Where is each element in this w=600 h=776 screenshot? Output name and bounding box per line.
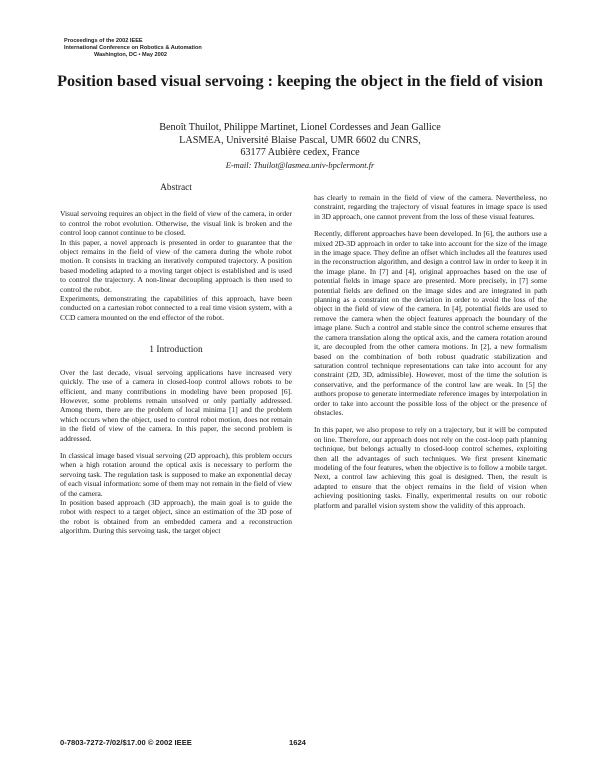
author-affiliation: LASMEA, Université Blaise Pascal, UMR 6602 du CNRS, [179,134,421,146]
introduction-heading: 1 Introduction [149,345,203,356]
isbn-footer: 0-7803-7272-7/02/$17.00 © 2002 IEEE [60,738,192,747]
abstract-paragraph: In this paper, a novel approach is presented in order to guarantee that the object remains in the field of view of the camera during the whole robot motion. It consists in tracking an iteratively computed trajectory. A position based modeling adapted to a moving target object is established and is used to control the trajectory. A non-linear decoupling approach is then used to control the robot. [60,237,292,294]
author-address: 63177 Aubière cedex, France [240,147,360,158]
abstract-paragraph: Visual servoing requires an object in the field of view of the camera, in order to control the robot evolution. Otherwise, the visual link is broken and the control loop cannot continue to be closed. [60,209,292,238]
right-column [314,193,547,510]
intro-paragraph: Over the last decade, visual servoing applications have increased very quickly. The use of a camera in closed-loop control allows robots to be efficient, and many contributions in modeling have been proposed [6]. However, some problems remain unsolved or only partially addressed. Among them, there are the problem of local minima [1] and the problem which occurs when the object, used to control robot motion, does not remain in the field of view of the camera. In this paper, the second problem is addressed. [60,367,292,443]
body-paragraph: has clearly to remain in the field of view of the camera. Nevertheless, no constraint, regarding the trajectory of visual features in image space is used in 3D approach, one cannot prevent from the loss of these visual features. [314,193,547,221]
conference-line: International Conference on Robotics & Automation [64,45,202,51]
author-block [60,122,540,172]
abstract-paragraph: Experiments, demonstrating the capabilities of this approach, have been conducted on a cartesian robot connected to a real time vision system, with a CCD camera mounted on the end effector of the robot. [60,294,292,322]
author-email: E-mail: Thuilot@lasmea.univ-bpclermont.fr [225,160,375,170]
location-line: Washington, DC • May 2002 [94,52,167,58]
body-paragraph: Recently, different approaches have been developed. In [6], the authors use a mixed 2D-3D approach in order to take into account for the size of the image in the image space. They define an offset which includes all the features used in the reconstruction algorithm, and design a control law in order to keep it in the image plane. In [7] and [4], original approaches based on the use of potential fields in image space are presented. More precisely, in [7] some potential fields are defined on the image sides and are integrated in path planning as a constraint on the deviation in order to avoid the loss of the object in the field of view of the camera. In [4], potential fields are used to remove the camera when the object features approach the boundary of the image plane. Such a control and stable since the control scheme ensures that the camera translation along the optical axis, and the camera rotation around it, are decoupled from the other camera motions. In [2], a new formalism based on the combination of both robust quadratic stabilization and saturation control technique representations can take into account for any constraint (2D, 3D, admissible). However, most of the time the solution is conservative, and the performance of the control law are weak. In [5] the authors propose to generate intermediate reference images by interpolation in order to take into account the possible loss of the object or the presence of obstacles. [314,229,547,417]
proceedings-header [64,38,202,59]
abstract-heading: Abstract [160,183,192,193]
page-number: 1624 [289,738,306,747]
body-paragraph: In this paper, we also propose to rely on a trajectory, but it will be computed on line. Therefore, our approach does not rely on the cost-loop path planning technique, but belongs actually to closed-loop control schemes, exploiting then all the advantages of such techniques. We first present kinematic modeling of the four features, when the objective is to follow a mobile target. Next, a control law achieving this goal is designed. Then, the result is adapted to ensure that the object remains in the field of vision when achieving positioning tasks. Finally, experimental results on our robotic platform and parallel vision system show the validity of this approach. [314,425,547,510]
left-column [60,184,292,536]
paper-title: Position based visual servoing : keeping the object in the field of vision [57,72,543,90]
intro-paragraph: In position based approach (3D approach), the main goal is to guide the robot with respect to a target object, since an estimation of the 3D pose of the robot is obtained from an embedded camera and a reconstruction algorithm. During this servoing task, the target object [60,497,292,536]
author-names: Benoît Thuilot, Philippe Martinet, Lionel Cordesses and Jean Gallice [159,122,441,133]
intro-paragraph: In classical image based visual servoing (2D approach), this problem occurs when a high rotation around the optical axis is necessary to perform the servoing task. The regulation task is supposed to make an exponential decay of each visual information: some of them may not remain in the field of view of the camera. [60,450,292,498]
proceedings-line: Proceedings of the 2002 IEEE [64,38,143,44]
